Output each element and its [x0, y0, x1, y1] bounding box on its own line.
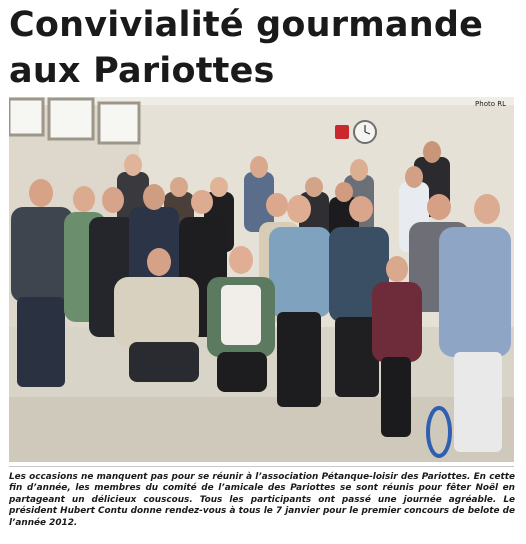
red-alarm — [335, 125, 349, 139]
article-headline — [9, 2, 519, 94]
photo-credit: Photo RL — [475, 100, 506, 108]
group-photo — [9, 97, 514, 462]
photo-caption: Les occasions ne manquent pas pour se réunir à l’association Pétanque-loisir des Pariottes. En cette fin d’année, les membres du comité de l’amicale des Pariottes se sont réunis pour fêter Noël en partageant un délicieux couscous. Tous les participants ont passé une journée agréable. Le président Hubert Contu donne rendez-vous à tous le 7 janvier pour le premier concours de belote de l’année 2012. — [9, 472, 515, 528]
windows — [9, 99, 139, 143]
headline-line-1: Convivialité gourmande — [9, 5, 484, 45]
headline-line-2: aux Pariottes — [9, 51, 275, 91]
caption-divider — [9, 466, 514, 467]
